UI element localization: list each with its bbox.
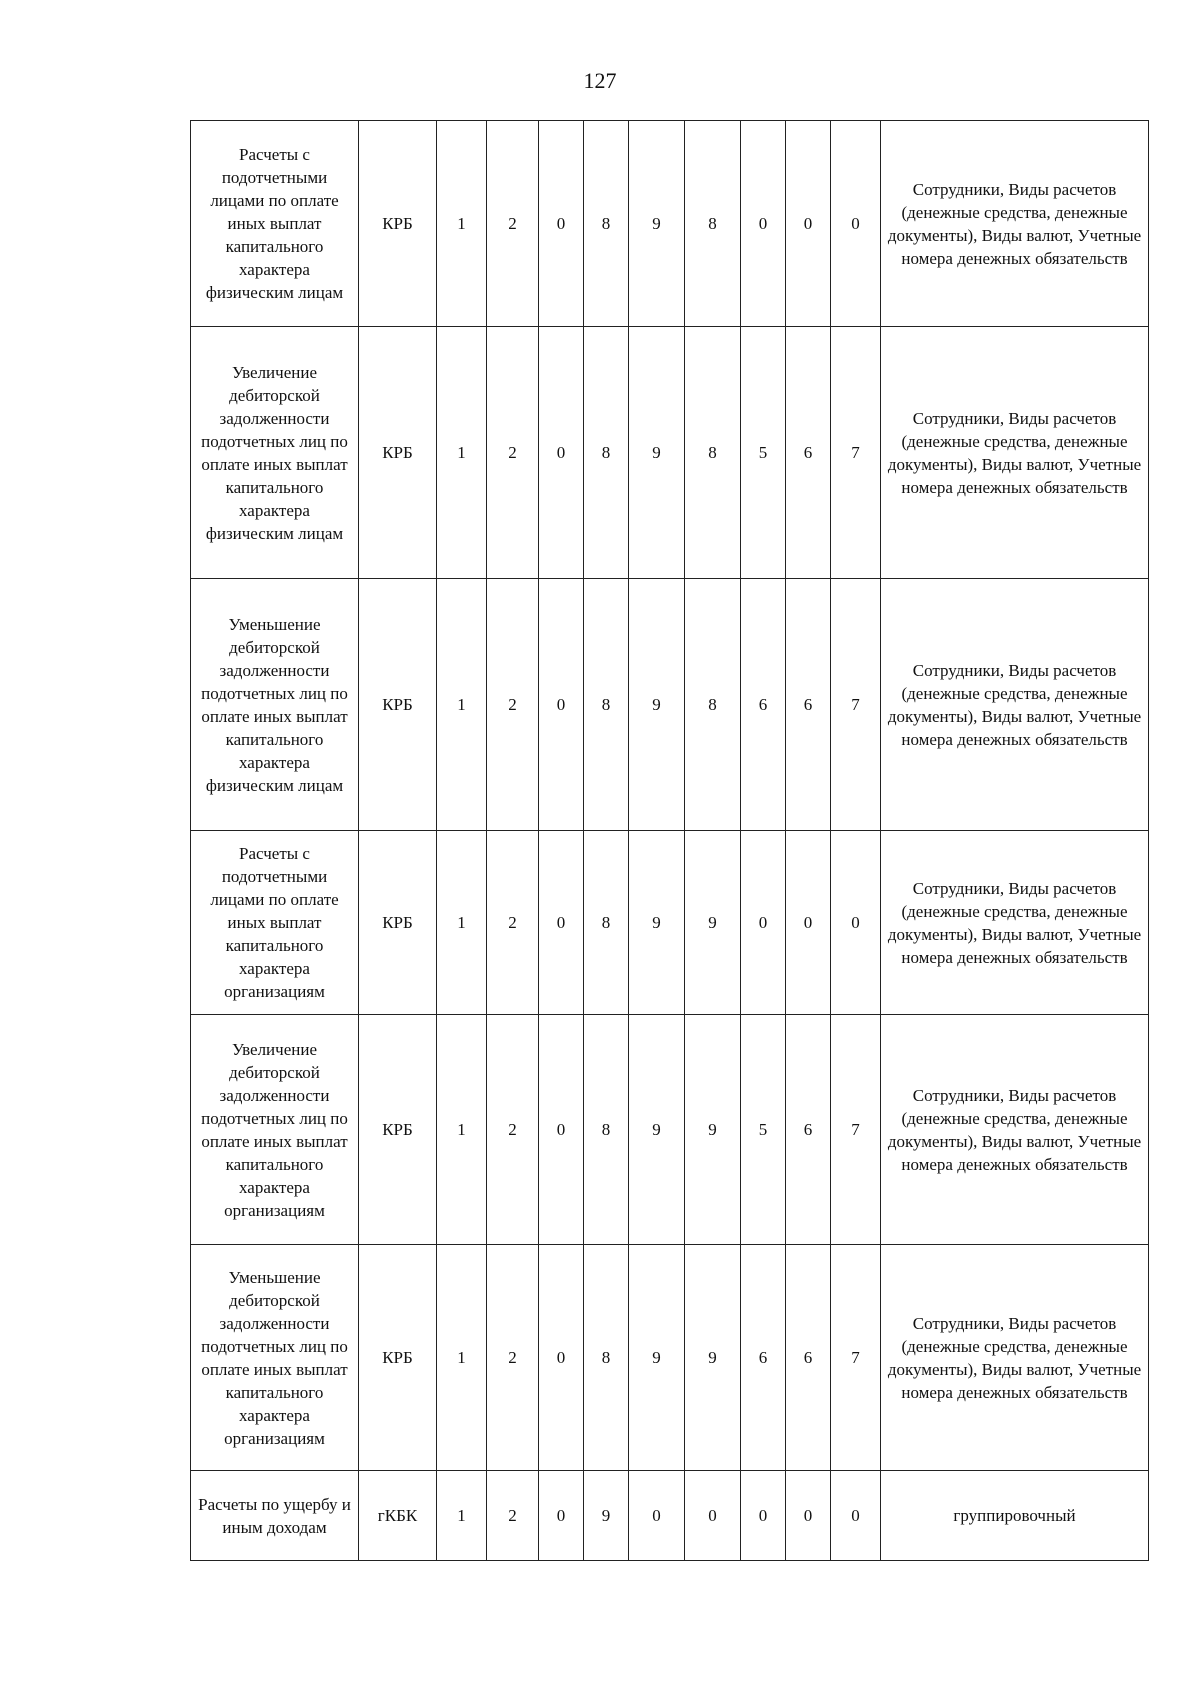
code-digit: 9 xyxy=(629,831,685,1015)
code-digit: 1 xyxy=(437,831,487,1015)
code-digit: 0 xyxy=(831,1471,881,1561)
page-number: 127 xyxy=(583,68,617,93)
code-digit: 0 xyxy=(741,121,786,327)
analytics-description: Сотрудники, Виды расчетов (денежные средства, денежные документы), Виды валют, Учетные номера денежных обязательств xyxy=(881,121,1149,327)
code-digit: 0 xyxy=(831,121,881,327)
table-row xyxy=(191,1015,1149,1245)
code-digit: 5 xyxy=(741,1015,786,1245)
code-digit: 0 xyxy=(629,1471,685,1561)
code-digit: 0 xyxy=(786,831,831,1015)
code-digit: 8 xyxy=(584,327,629,579)
analytics-description: Сотрудники, Виды расчетов (денежные средства, денежные документы), Виды валют, Учетные номера денежных обязательств xyxy=(881,327,1149,579)
account-name: Уменьшение дебиторской задолженности подотчетных лиц по оплате иных выплат капитального характера физическим лицам xyxy=(191,579,359,831)
accounts-table xyxy=(190,120,1149,1561)
table-row xyxy=(191,327,1149,579)
code-digit: 9 xyxy=(629,121,685,327)
account-name: Расчеты с подотчетными лицами по оплате иных выплат капитального характера физическим лицам xyxy=(191,121,359,327)
code-digit: 1 xyxy=(437,121,487,327)
code-digit: 0 xyxy=(539,121,584,327)
code-digit: 2 xyxy=(487,1471,539,1561)
table-row xyxy=(191,831,1149,1015)
code-digit: 2 xyxy=(487,579,539,831)
code-digit: 6 xyxy=(786,327,831,579)
code-digit: 1 xyxy=(437,1015,487,1245)
code-digit: 0 xyxy=(786,1471,831,1561)
code-digit: 2 xyxy=(487,1015,539,1245)
code-digit: 1 xyxy=(437,1471,487,1561)
code-digit: 0 xyxy=(539,831,584,1015)
code-digit: 1 xyxy=(437,1245,487,1471)
code-digit: 9 xyxy=(629,1015,685,1245)
code-digit: 9 xyxy=(629,327,685,579)
code-digit: 0 xyxy=(539,1471,584,1561)
code-digit: 6 xyxy=(741,579,786,831)
code-digit: 2 xyxy=(487,1245,539,1471)
code-digit: 5 xyxy=(741,327,786,579)
code-digit: 9 xyxy=(685,1245,741,1471)
code-digit: 7 xyxy=(831,579,881,831)
account-name: Увеличение дебиторской задолженности подотчетных лиц по оплате иных выплат капитального характера физическим лицам xyxy=(191,327,359,579)
code-digit: 9 xyxy=(685,1015,741,1245)
code-digit: 1 xyxy=(437,327,487,579)
code-digit: 9 xyxy=(584,1471,629,1561)
code-digit: 6 xyxy=(786,1015,831,1245)
code-digit: 0 xyxy=(741,1471,786,1561)
code-digit: 2 xyxy=(487,831,539,1015)
account-type: КРБ xyxy=(359,1015,437,1245)
code-digit: 0 xyxy=(539,327,584,579)
table-row xyxy=(191,121,1149,327)
code-digit: 8 xyxy=(685,579,741,831)
code-digit: 0 xyxy=(539,1245,584,1471)
code-digit: 9 xyxy=(629,579,685,831)
code-digit: 2 xyxy=(487,327,539,579)
code-digit: 8 xyxy=(584,121,629,327)
code-digit: 0 xyxy=(539,1015,584,1245)
code-digit: 7 xyxy=(831,327,881,579)
analytics-description: Сотрудники, Виды расчетов (денежные средства, денежные документы), Виды валют, Учетные номера денежных обязательств xyxy=(881,579,1149,831)
analytics-description: Сотрудники, Виды расчетов (денежные средства, денежные документы), Виды валют, Учетные номера денежных обязательств xyxy=(881,831,1149,1015)
account-type: КРБ xyxy=(359,327,437,579)
account-type: КРБ xyxy=(359,831,437,1015)
analytics-description: группировочный xyxy=(881,1471,1149,1561)
table-row xyxy=(191,1471,1149,1561)
table-row xyxy=(191,1245,1149,1471)
account-type: КРБ xyxy=(359,579,437,831)
analytics-description: Сотрудники, Виды расчетов (денежные средства, денежные документы), Виды валют, Учетные номера денежных обязательств xyxy=(881,1245,1149,1471)
code-digit: 8 xyxy=(584,1015,629,1245)
account-name: Увеличение дебиторской задолженности подотчетных лиц по оплате иных выплат капитального характера организациям xyxy=(191,1015,359,1245)
account-type: КРБ xyxy=(359,1245,437,1471)
code-digit: 9 xyxy=(685,831,741,1015)
code-digit: 0 xyxy=(786,121,831,327)
code-digit: 8 xyxy=(685,121,741,327)
account-name: Уменьшение дебиторской задолженности подотчетных лиц по оплате иных выплат капитального характера организациям xyxy=(191,1245,359,1471)
code-digit: 1 xyxy=(437,579,487,831)
code-digit: 2 xyxy=(487,121,539,327)
code-digit: 6 xyxy=(786,579,831,831)
code-digit: 6 xyxy=(786,1245,831,1471)
code-digit: 0 xyxy=(539,579,584,831)
code-digit: 8 xyxy=(584,1245,629,1471)
account-type: КРБ xyxy=(359,121,437,327)
code-digit: 8 xyxy=(584,831,629,1015)
code-digit: 0 xyxy=(685,1471,741,1561)
account-name: Расчеты по ущербу и иным доходам xyxy=(191,1471,359,1561)
table-row xyxy=(191,579,1149,831)
account-type: гКБК xyxy=(359,1471,437,1561)
code-digit: 0 xyxy=(741,831,786,1015)
code-digit: 0 xyxy=(831,831,881,1015)
code-digit: 9 xyxy=(629,1245,685,1471)
code-digit: 7 xyxy=(831,1015,881,1245)
analytics-description: Сотрудники, Виды расчетов (денежные средства, денежные документы), Виды валют, Учетные номера денежных обязательств xyxy=(881,1015,1149,1245)
code-digit: 8 xyxy=(685,327,741,579)
code-digit: 8 xyxy=(584,579,629,831)
code-digit: 6 xyxy=(741,1245,786,1471)
code-digit: 7 xyxy=(831,1245,881,1471)
account-name: Расчеты с подотчетными лицами по оплате иных выплат капитального характера организациям xyxy=(191,831,359,1015)
